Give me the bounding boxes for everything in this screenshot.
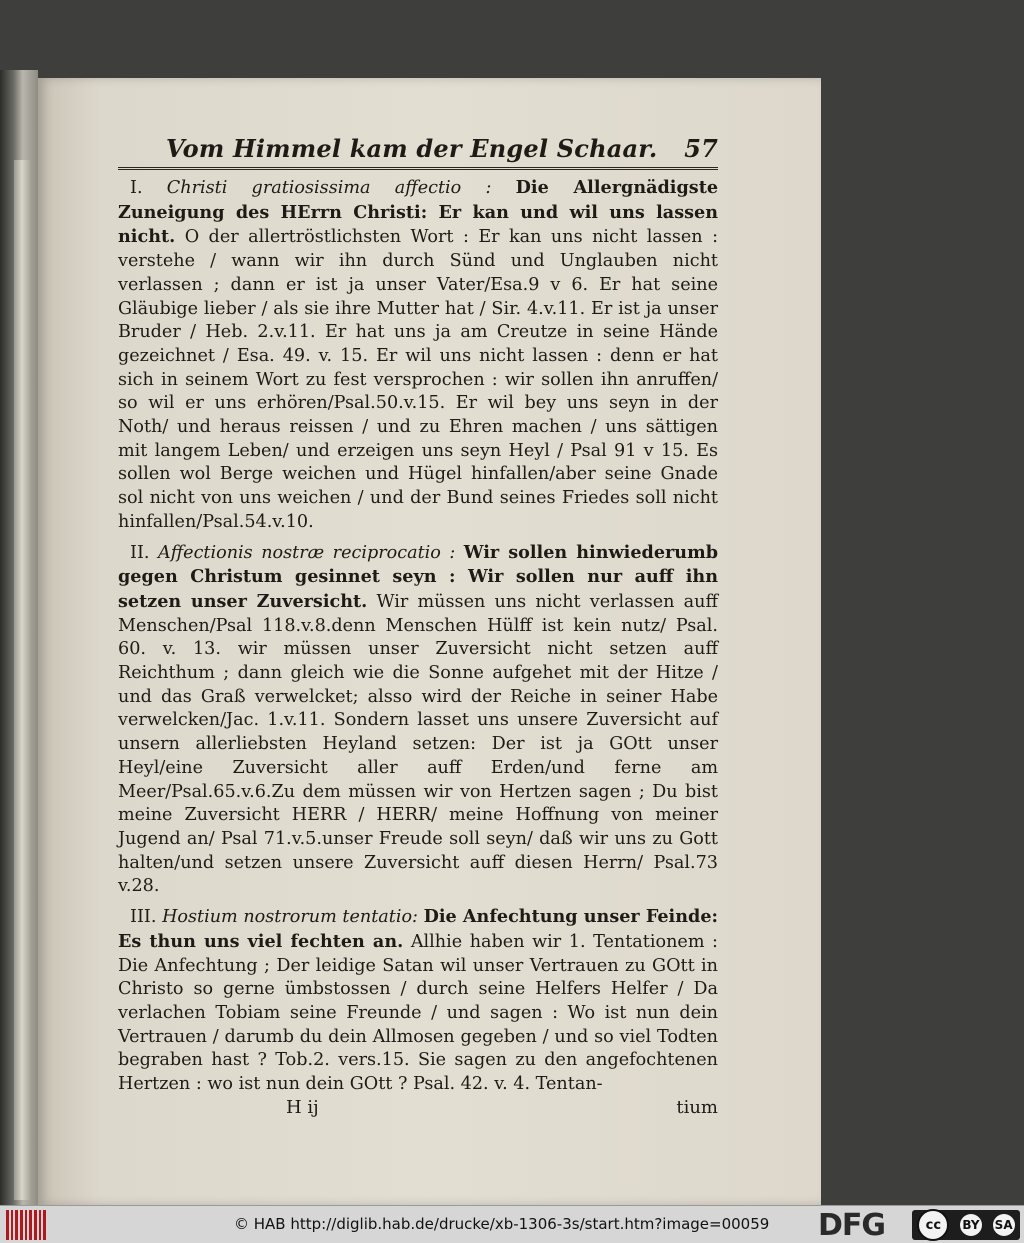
latin-heading: Christi gratiosissima affectio :	[166, 178, 492, 198]
paragraph-text: O der allertröstlichsten Wort : Er kan uns nicht lassen : verstehe / wann wir ihn durch Sünd und Unglauben nicht verlassen ; dann er ist ja unser Vater/Esa.9 v 6. Er hat seine Gläubige lieber / als sie ihre Mutter hat / Sir. 4.v.11. Er ist ja unser Bruder / Heb. 2.v.11. Er hat uns ja am Creutze in seine Hände gezeichnet / Esa. 49. v. 15. Er wil uns nicht lassen : denn er hat sich in seinem Wort zu fest versprochen : wir sollen ihn anruffen/ so wil er uns erhören/Psal.50.v.15. Er wil bey uns seyn in der Noth/ und heraus reissen / und zu Ehren machen / uns sättigen mit langem Leben/ und erzeigen uns seyn Heyl / Psal 91 v 15. Es sollen wol Berge weichen und Hügel hinfallen/aber seine Gnade sol nicht von uns weichen / und der Bund seines Friedes soll nicht hinfallen/Psal.54.v.10.	[118, 227, 719, 532]
signature-mark: H ij	[286, 1096, 319, 1118]
paragraph-text: Wir müssen uns nicht verlassen auff Menschen/Psal 118.v.8.denn Menschen Hülff ist kein nutz/ Psal. 60. v. 13. wir müssen unser Zuversicht nicht setzen auff Reichthum ; dann gleich wie die Sonne aufgehet mit der Hitze / und das Graß verwelcket; alsso wird der Reiche in seiner Habe verwelcken/Jac. 1.v.11. Sondern lasset uns unsere Zuversicht auf unsern allerliebsten Heyland setzen: Der ist ja GOtt unser Heyl/eine Zuversicht aller auff Erden/und ferne am Meer/Psal.65.v.6.Zu dem müssen wir von Hertzen sagen ; Du bist meine Zuversicht HERR / HERR/ meine Hoffnung von meiner Jugend an/ Psal 71.v.5.unser Freude soll seyn/ daß wir uns zu Gott halten/und setzen unsere Zuversicht auff diesen Herrn/ Psal.73 v.28.	[118, 591, 718, 897]
paragraph-3	[118, 905, 718, 1097]
hab-logo-icon[interactable]	[6, 1210, 46, 1240]
dfg-logo[interactable]: DFG	[818, 1208, 886, 1243]
cc-icon: cc	[917, 1209, 949, 1241]
bold-heading: Wir sollen hinwiederumb gegen Christum gesinnet seyn : Wir sollen nur auff ihn setzen unser Zuversicht.	[118, 541, 719, 612]
source-link[interactable]: © HAB http://diglib.hab.de/drucke/xb-1306-3s/start.htm?image=00059	[234, 1215, 770, 1233]
by-icon: BY	[960, 1214, 982, 1236]
paragraph-number: II.	[130, 542, 150, 563]
footer-bar	[0, 1205, 1024, 1243]
latin-heading: Hostium nostrorum tentatio:	[162, 907, 418, 928]
paragraph-number: I.	[130, 178, 143, 198]
paragraph-text: Allhie haben wir 1. Tentationem : Die Anfechtung ; Der leidige Satan wil unser Vertrauen zu GOtt in Christo so gerne ümbstossen / durch seine Helfers Helfer / Da verlachen Tobiam seine Freunde / und sagen : Wo ist nun dein Vertrauen / darumb du dein Allmosen gegeben / und so viel Todten begraben hast ? Tob.2. vers.15. Sie sagen zu den angefochtenen Hertzen : wo ist nun dein GOtt ? Psal. 42. v. 4. Tentan-	[118, 931, 718, 1095]
cc-by-sa-icon[interactable]	[912, 1210, 1020, 1240]
bold-heading: Die Anfechtung unser Feinde: Es thun uns viel fechten an.	[118, 906, 719, 952]
sa-icon: SA	[993, 1214, 1015, 1236]
header-rule	[118, 167, 718, 170]
header-title: Vom Himmel kam der Engel Schaar.	[166, 134, 658, 163]
scanned-page	[38, 78, 821, 1205]
paragraph-1	[118, 176, 718, 535]
book-edge-pages	[14, 160, 30, 1200]
book-edge	[0, 70, 38, 1205]
latin-heading: Affectionis nostræ reciprocatio :	[158, 542, 456, 563]
page-text-block	[118, 134, 718, 1118]
paragraph-2	[118, 541, 718, 900]
catchword: tium	[676, 1096, 718, 1118]
paragraph-number: III.	[130, 907, 157, 928]
running-header	[118, 134, 718, 163]
bold-heading: Die Allergnädigste Zuneigung des HErrn Christi: Er kan und wil uns lassen nicht.	[118, 177, 719, 248]
page-signature-line	[118, 1097, 718, 1118]
page-number: 57	[684, 134, 718, 163]
